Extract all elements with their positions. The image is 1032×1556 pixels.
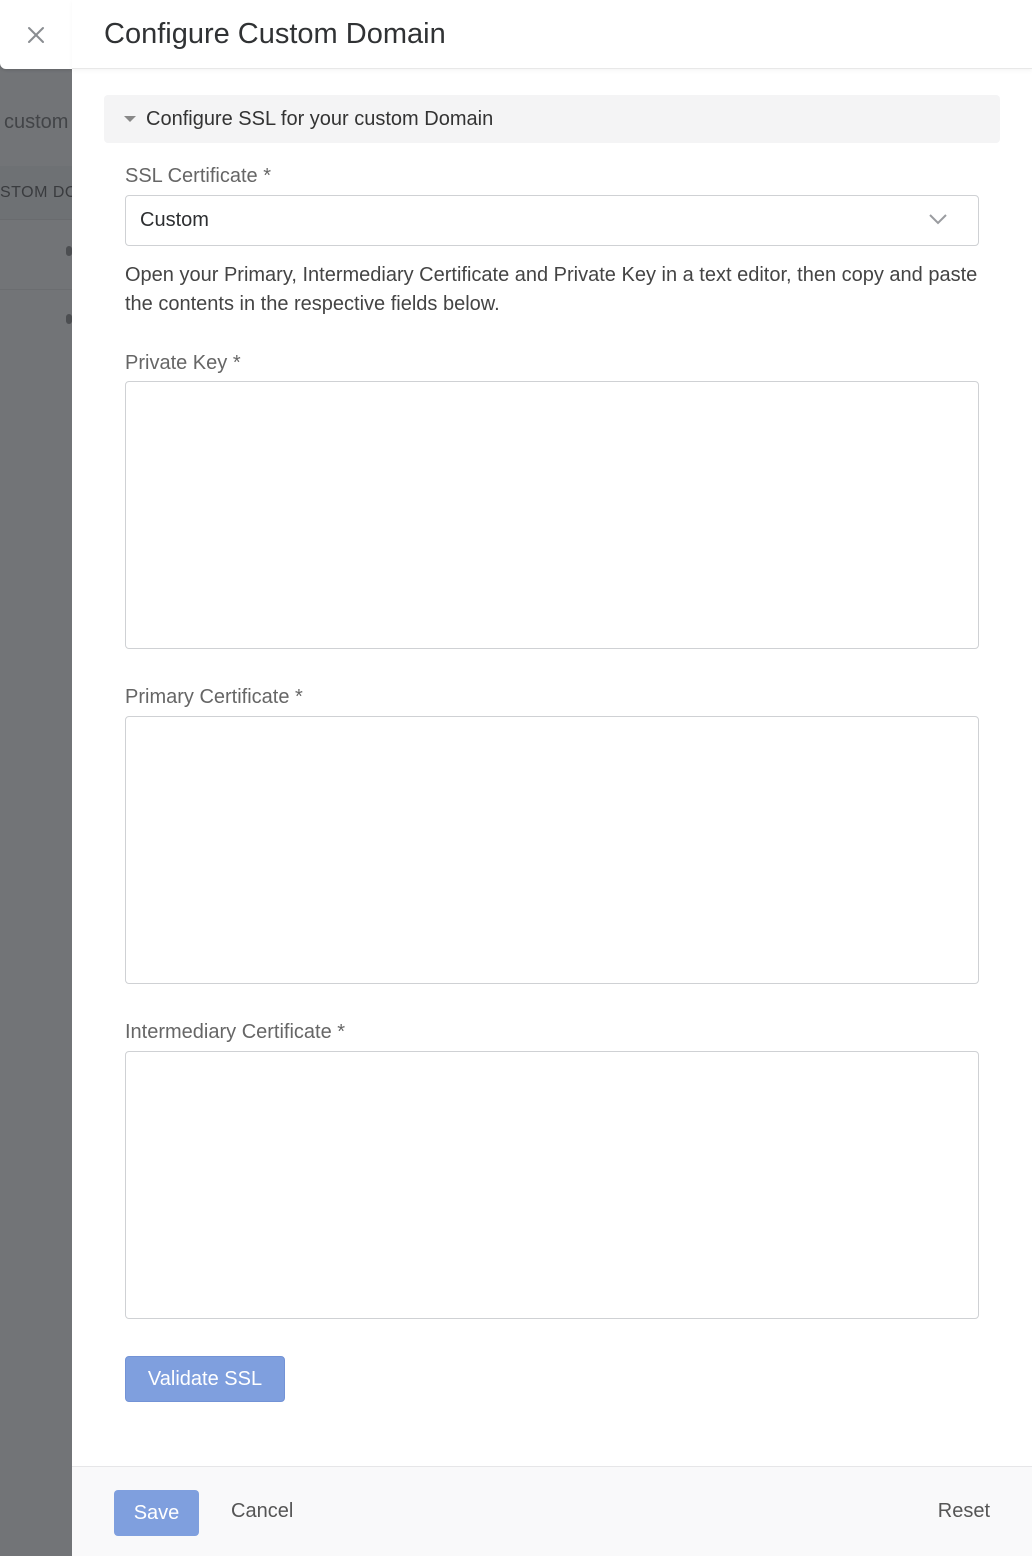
help-text: Open your Primary, Intermediary Certificate and Private Key in a text editor, then copy and paste the contents in the respective fields below. — [125, 264, 978, 315]
ssl-certificate-value: Custom — [140, 209, 209, 231]
ssl-certificate-select[interactable] — [125, 195, 979, 246]
drawer-footer — [72, 1466, 1032, 1556]
section-title: Configure SSL for your custom Domain — [146, 107, 494, 130]
private-key-field[interactable] — [125, 381, 979, 649]
configure-domain-drawer — [72, 0, 1032, 1556]
drawer-title: Configure Custom Domain — [104, 17, 446, 50]
close-drawer-button[interactable] — [0, 0, 72, 69]
save-button[interactable]: Save — [114, 1490, 199, 1536]
intermediary-certificate-label: Intermediary Certificate * — [125, 1021, 346, 1043]
ssl-certificate-label: SSL Certificate * — [125, 165, 271, 187]
reset-button[interactable]: Reset — [937, 1500, 990, 1522]
close-icon — [25, 24, 47, 46]
primary-certificate-field[interactable] — [125, 716, 979, 984]
intermediary-certificate-field[interactable] — [125, 1051, 979, 1319]
private-key-label: Private Key * — [125, 352, 241, 374]
drawer-header — [72, 0, 1032, 69]
ssl-section-toggle[interactable] — [104, 95, 1000, 143]
validate-ssl-button[interactable]: Validate SSL — [125, 1356, 285, 1402]
cancel-button[interactable]: Cancel — [231, 1500, 294, 1522]
caret-down-icon — [124, 116, 136, 122]
primary-certificate-label: Primary Certificate * — [125, 686, 303, 708]
chevron-down-icon — [928, 212, 948, 226]
